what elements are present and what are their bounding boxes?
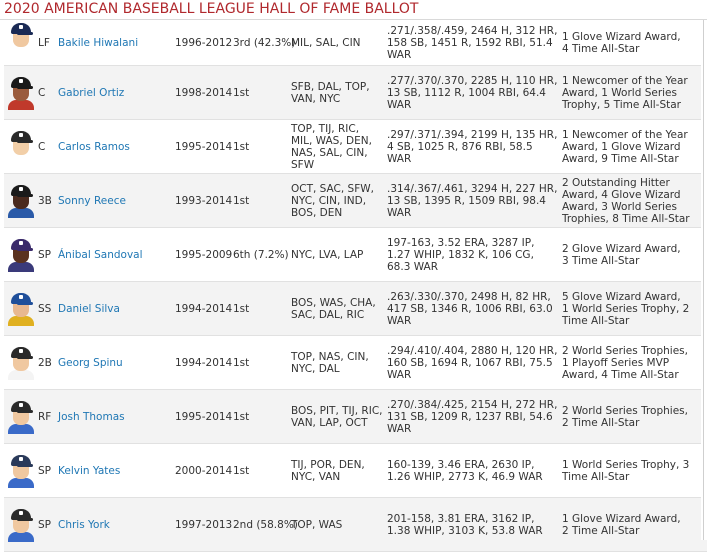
player-awards xyxy=(562,120,690,174)
player-years xyxy=(175,228,237,282)
player-ballot-status xyxy=(233,174,295,228)
player-ballot-status xyxy=(233,20,295,66)
player-name-link-text[interactable]: Daniel Silva xyxy=(58,303,120,315)
player-position-text: RF xyxy=(38,411,52,423)
table-row xyxy=(4,444,707,498)
player-stats-text: .277/.370/.370, 2285 H, 110 HR, 13 SB, 1112 R, 1004 RBI, 64.4 WAR xyxy=(387,75,558,111)
player-position-text: 2B xyxy=(38,357,52,369)
player-stats-text: 201-158, 3.81 ERA, 3162 IP, 1.38 WHIP, 3103 K, 53.8 WAR xyxy=(387,513,543,537)
table-row xyxy=(4,390,707,444)
player-stats-text: .294/.410/.404, 2880 H, 120 HR, 160 SB, 1694 R, 1067 RBI, 75.5 WAR xyxy=(387,345,558,381)
player-name-link[interactable] xyxy=(58,282,176,336)
player-years-text: 1996-2012 xyxy=(175,37,233,49)
player-awards xyxy=(562,444,690,498)
player-headshot-icon xyxy=(8,76,34,110)
player-position-text: SP xyxy=(38,465,51,477)
player-teams xyxy=(291,336,383,390)
player-teams xyxy=(291,120,383,174)
table-row xyxy=(4,20,707,66)
player-avatar xyxy=(7,66,35,120)
player-awards xyxy=(562,228,690,282)
ballot-table xyxy=(4,20,707,552)
player-name-link-text[interactable]: Georg Spinu xyxy=(58,357,123,369)
avatar-logo xyxy=(19,511,23,515)
player-stats xyxy=(387,120,559,174)
player-position-text: C xyxy=(38,87,46,99)
player-ballot-status xyxy=(233,120,295,174)
player-ballot-status xyxy=(233,390,295,444)
avatar-face xyxy=(13,303,29,317)
player-years-text: 1994-2014 xyxy=(175,357,233,369)
avatar-brim xyxy=(17,86,33,89)
avatar-brim xyxy=(17,518,33,521)
table-row xyxy=(4,120,707,174)
avatar-face xyxy=(13,87,29,101)
player-name-link[interactable] xyxy=(58,120,176,174)
player-awards xyxy=(562,66,690,120)
player-ballot-status-text: 1st xyxy=(233,357,250,369)
player-awards-text: 1 Glove Wizard Award, 4 Time All-Star xyxy=(562,31,681,55)
player-awards-text: 2 Glove Wizard Award, 3 Time All-Star xyxy=(562,243,681,267)
player-teams xyxy=(291,498,383,552)
player-avatar xyxy=(7,20,35,66)
avatar-brim xyxy=(17,464,33,467)
player-stats-text: 197-163, 3.52 ERA, 3287 IP, 1.27 WHIP, 1832 K, 106 CG, 68.3 WAR xyxy=(387,237,535,273)
player-years xyxy=(175,336,237,390)
player-name-link-text[interactable]: Josh Thomas xyxy=(58,411,125,423)
player-teams-text: TOP, TIJ, RIC, MIL, WAS, DEN, NAS, SAL, CIN, SFW xyxy=(291,123,372,171)
avatar-face xyxy=(13,195,29,209)
player-name-link[interactable] xyxy=(58,228,176,282)
player-teams xyxy=(291,174,383,228)
player-years-text: 1998-2014 xyxy=(175,87,233,99)
player-years-text: 1995-2014 xyxy=(175,411,233,423)
avatar-brim xyxy=(17,140,33,143)
player-stats-text: .314/.367/.461, 3294 H, 227 HR, 13 SB, 1395 R, 1509 RBI, 98.4 WAR xyxy=(387,183,558,219)
player-awards-text: 1 Newcomer of the Year Award, 1 Glove Wizard Award, 9 Time All-Star xyxy=(562,129,688,165)
player-stats xyxy=(387,66,559,120)
player-awards xyxy=(562,390,690,444)
player-name-link-text[interactable]: Kelvin Yates xyxy=(58,465,121,477)
player-position-text: 3B xyxy=(38,195,52,207)
player-teams xyxy=(291,66,383,120)
player-name-link[interactable] xyxy=(58,390,176,444)
avatar-jersey xyxy=(8,532,34,542)
avatar-face xyxy=(13,33,29,47)
player-name-link[interactable] xyxy=(58,66,176,120)
player-ballot-status xyxy=(233,228,295,282)
player-position-text: SS xyxy=(38,303,52,315)
player-ballot-status-text: 1st xyxy=(233,141,250,153)
player-awards xyxy=(562,498,690,552)
avatar-face xyxy=(13,519,29,533)
player-ballot-status-text: 1st xyxy=(233,411,250,423)
player-position-text: C xyxy=(38,141,46,153)
player-stats xyxy=(387,498,559,552)
player-teams-text: TOP, WAS xyxy=(291,519,343,531)
table-row xyxy=(4,498,707,552)
player-years-text: 2000-2014 xyxy=(175,465,233,477)
player-stats-text: .263/.330/.370, 2498 H, 82 HR, 417 SB, 1346 R, 1006 RBI, 63.0 WAR xyxy=(387,291,553,327)
player-years-text: 1995-2009 xyxy=(175,249,233,261)
player-ballot-status xyxy=(233,282,295,336)
player-years-text: 1995-2014 xyxy=(175,141,233,153)
player-awards-text: 2 Outstanding Hitter Award, 4 Glove Wizard Award, 3 World Series Trophies, 8 Time All-Star xyxy=(562,177,690,225)
player-awards xyxy=(562,282,690,336)
player-teams xyxy=(291,228,383,282)
avatar-face xyxy=(13,249,29,263)
player-headshot-icon xyxy=(8,130,34,164)
avatar-jersey xyxy=(8,208,34,218)
player-headshot-icon xyxy=(8,22,34,56)
player-position-text: SP xyxy=(38,519,51,531)
table-row xyxy=(4,336,707,390)
player-ballot-status xyxy=(233,444,295,498)
player-awards-text: 1 World Series Trophy, 3 Time All-Star xyxy=(562,459,690,483)
player-headshot-icon xyxy=(8,238,34,272)
player-ballot-status-text: 3rd (42.3%) xyxy=(233,37,296,49)
player-ballot-status xyxy=(233,498,298,552)
player-awards xyxy=(562,20,690,66)
player-ballot-status-text: 6th (7.2%) xyxy=(233,249,289,261)
avatar-logo xyxy=(19,133,23,137)
player-headshot-icon xyxy=(8,292,34,326)
avatar-jersey xyxy=(8,154,34,164)
player-position-text: LF xyxy=(38,37,50,49)
player-awards-text: 5 Glove Wizard Award, 1 World Series Trophy, 2 Time All-Star xyxy=(562,291,690,327)
player-teams-text: NYC, LVA, LAP xyxy=(291,249,364,261)
player-awards-text: 1 Glove Wizard Award, 2 Time All-Star xyxy=(562,513,681,537)
player-ballot-status-text: 2nd (58.8%) xyxy=(233,519,298,531)
avatar-logo xyxy=(19,457,23,461)
player-name-link-text[interactable]: Gabriel Ortiz xyxy=(58,87,125,99)
player-name-link-text[interactable]: Bakile Hiwalani xyxy=(58,37,139,49)
player-awards-text: 1 Newcomer of the Year Award, 1 World Series Trophy, 5 Time All-Star xyxy=(562,75,688,111)
player-avatar xyxy=(7,498,35,552)
player-stats xyxy=(387,228,559,282)
table-row xyxy=(4,282,707,336)
player-name-link[interactable] xyxy=(58,336,176,390)
avatar-jersey xyxy=(8,478,34,488)
avatar-jersey xyxy=(8,262,34,272)
player-teams xyxy=(291,282,383,336)
player-name-link[interactable] xyxy=(58,20,176,66)
player-teams xyxy=(291,444,383,498)
avatar-face xyxy=(13,411,29,425)
avatar-logo xyxy=(19,241,23,245)
player-awards-text: 2 World Series Trophies, 2 Time All-Star xyxy=(562,405,688,429)
player-position-text: SP xyxy=(38,249,51,261)
player-headshot-icon xyxy=(8,400,34,434)
player-teams-text: SFB, DAL, TOP, VAN, NYC xyxy=(291,81,370,105)
player-teams-text: MIL, SAL, CIN xyxy=(291,37,361,49)
avatar-logo xyxy=(19,403,23,407)
player-ballot-status xyxy=(233,66,295,120)
player-stats xyxy=(387,174,559,228)
player-years xyxy=(175,390,237,444)
player-ballot-status-text: 1st xyxy=(233,303,250,315)
player-headshot-icon xyxy=(8,346,34,380)
player-stats-text: .297/.371/.394, 2199 H, 135 HR, 4 SB, 1025 R, 876 RBI, 58.5 WAR xyxy=(387,129,558,165)
player-years xyxy=(175,120,237,174)
player-teams-text: BOS, PIT, TIJ, RIC, VAN, LAP, OCT xyxy=(291,405,383,429)
player-awards xyxy=(562,336,690,390)
player-avatar xyxy=(7,282,35,336)
table-row xyxy=(4,66,707,120)
player-stats xyxy=(387,282,559,336)
avatar-logo xyxy=(19,25,23,29)
player-ballot-status xyxy=(233,336,295,390)
avatar-brim xyxy=(17,356,33,359)
player-years xyxy=(175,66,237,120)
player-stats-text: 160-139, 3.46 ERA, 2630 IP, 1.26 WHIP, 2773 K, 46.9 WAR xyxy=(387,459,543,483)
avatar-jersey xyxy=(8,100,34,110)
avatar-face xyxy=(13,465,29,479)
avatar-brim xyxy=(17,194,33,197)
avatar-logo xyxy=(19,79,23,83)
player-years-text: 1994-2014 xyxy=(175,303,233,315)
player-name-link[interactable] xyxy=(58,444,176,498)
player-headshot-icon xyxy=(8,454,34,488)
player-name-link[interactable] xyxy=(58,174,176,228)
player-teams-text: OCT, SAC, SFW, NYC, CIN, IND, BOS, DEN xyxy=(291,183,374,219)
table-row xyxy=(4,228,707,282)
scrollbar[interactable] xyxy=(701,20,707,540)
avatar-logo xyxy=(19,349,23,353)
avatar-jersey xyxy=(8,370,34,380)
avatar-brim xyxy=(17,302,33,305)
player-name-link-text[interactable]: Chris York xyxy=(58,519,110,531)
player-years xyxy=(175,282,237,336)
player-years xyxy=(175,20,237,66)
player-avatar xyxy=(7,120,35,174)
scrollbar-track xyxy=(703,20,704,540)
avatar-face xyxy=(13,141,29,155)
player-ballot-status-text: 1st xyxy=(233,87,250,99)
table-row xyxy=(4,174,707,228)
player-stats-text: .270/.384/.425, 2154 H, 272 HR, 131 SB, 1209 R, 1237 RBI, 54.6 WAR xyxy=(387,399,558,435)
player-headshot-icon xyxy=(8,508,34,542)
player-name-link-text[interactable]: Carlos Ramos xyxy=(58,141,130,153)
player-awards xyxy=(562,174,690,228)
avatar-brim xyxy=(17,32,33,35)
player-awards-text: 2 World Series Trophies, 1 Playoff Series MVP Award, 4 Time All-Star xyxy=(562,345,688,381)
player-ballot-status-text: 1st xyxy=(233,195,250,207)
avatar-brim xyxy=(17,248,33,251)
player-years-text: 1993-2014 xyxy=(175,195,233,207)
page-title: 2020 AMERICAN BASEBALL LEAGUE HALL OF FAME BALLOT xyxy=(4,1,419,17)
avatar-jersey xyxy=(8,424,34,434)
player-avatar xyxy=(7,336,35,390)
player-avatar xyxy=(7,228,35,282)
player-years-text: 1997-2013 xyxy=(175,519,233,531)
player-name-link[interactable] xyxy=(58,498,176,552)
player-avatar xyxy=(7,444,35,498)
player-years xyxy=(175,444,237,498)
avatar-brim xyxy=(17,410,33,413)
avatar-logo xyxy=(19,295,23,299)
avatar-jersey xyxy=(8,46,34,56)
player-teams-text: TOP, NAS, CIN, NYC, DAL xyxy=(291,351,369,375)
player-years xyxy=(175,498,237,552)
player-years xyxy=(175,174,237,228)
player-avatar xyxy=(7,174,35,228)
player-teams xyxy=(291,20,383,66)
player-stats xyxy=(387,336,559,390)
avatar-face xyxy=(13,357,29,371)
page-header xyxy=(0,0,707,20)
player-teams-text: TIJ, POR, DEN, NYC, VAN xyxy=(291,459,365,483)
player-teams-text: BOS, WAS, CHA, SAC, DAL, RIC xyxy=(291,297,376,321)
player-avatar xyxy=(7,390,35,444)
player-teams xyxy=(291,390,383,444)
avatar-logo xyxy=(19,187,23,191)
avatar-jersey xyxy=(8,316,34,326)
player-ballot-status-text: 1st xyxy=(233,465,250,477)
player-name-link-text[interactable]: Ánibal Sandoval xyxy=(58,249,143,261)
player-stats xyxy=(387,390,559,444)
player-name-link-text[interactable]: Sonny Reece xyxy=(58,195,126,207)
player-stats xyxy=(387,444,559,498)
player-headshot-icon xyxy=(8,184,34,218)
player-stats xyxy=(387,20,559,66)
player-stats-text: .271/.358/.459, 2464 H, 312 HR, 158 SB, 1451 R, 1592 RBI, 51.4 WAR xyxy=(387,25,558,61)
